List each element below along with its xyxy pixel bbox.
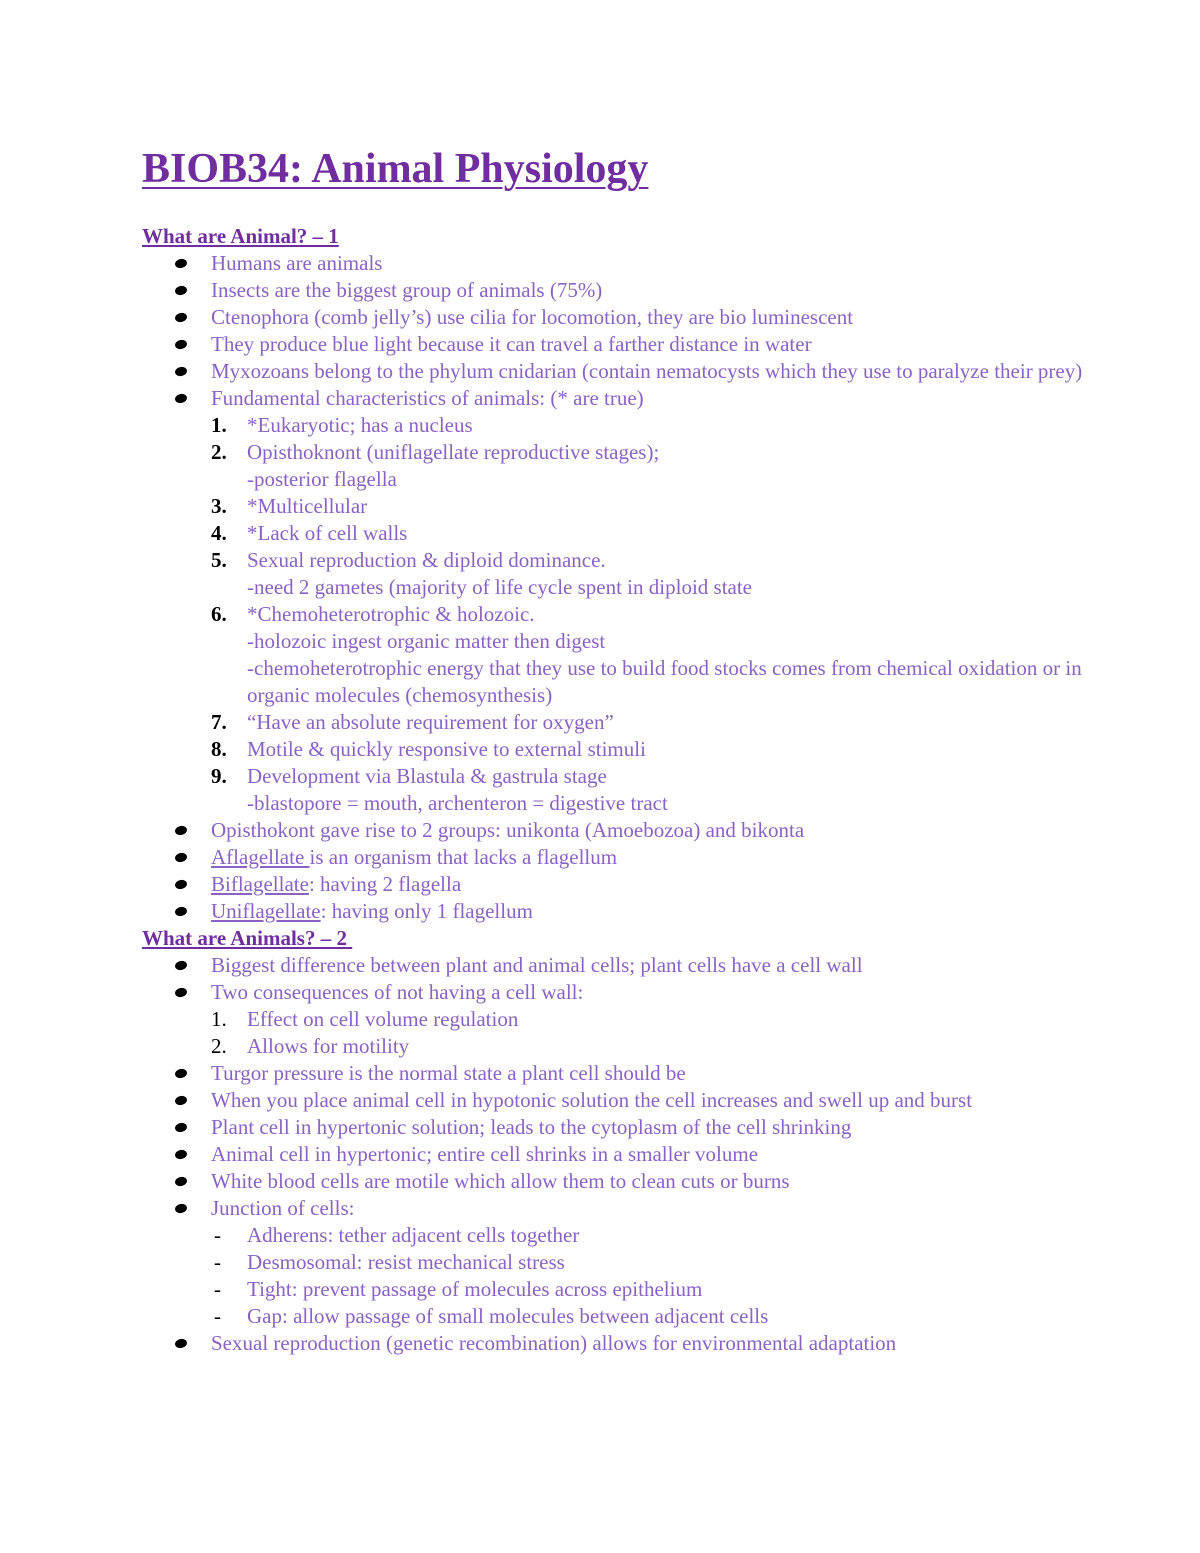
bullet-item — [142, 952, 1102, 979]
numbered-item — [142, 1033, 1102, 1060]
document-page — [142, 145, 1102, 1357]
item-text: Adherens: tether adjacent cells together — [247, 1223, 580, 1247]
bullet-item — [142, 871, 1102, 898]
item-number: 4. — [211, 521, 227, 545]
bullet-item — [142, 1114, 1102, 1141]
numbered-item — [142, 763, 1102, 817]
section-heading-2: What are Animals? – 2 — [142, 926, 353, 950]
bullet-icon — [174, 366, 188, 377]
item-text: *Multicellular — [247, 494, 368, 518]
item-number: 1. — [211, 1007, 227, 1031]
item-text: Gap: allow passage of small molecules between adjacent cells — [247, 1304, 769, 1328]
bullet-text: Turgor pressure is the normal state a plant cell should be — [211, 1061, 686, 1085]
bullet-item — [142, 1141, 1102, 1168]
bullet-icon — [174, 852, 188, 863]
bullet-text: Plant cell in hypertonic solution; leads to the cytoplasm of the cell shrinking — [211, 1115, 852, 1139]
section-1-bullet-list — [142, 250, 1102, 412]
consequences-list — [142, 1006, 1102, 1060]
term-biflagellate: Biflagellate — [211, 872, 309, 896]
item-subnote: -blastopore = mouth, archenteron = digestive tract — [247, 791, 668, 815]
bullet-item — [142, 1060, 1102, 1087]
bullet-icon — [174, 339, 188, 350]
item-text: Tight: prevent passage of molecules across epithelium — [247, 1277, 703, 1301]
dash-item — [142, 1249, 1102, 1276]
numbered-item — [142, 520, 1102, 547]
term-uniflagellate: Uniflagellate — [211, 899, 321, 923]
bullet-item — [142, 898, 1102, 925]
bullet-item — [142, 250, 1102, 277]
document-title: BIOB34: Animal Physiology — [142, 146, 649, 192]
bullet-item — [142, 277, 1102, 304]
item-subnote: -need 2 gametes (majority of life cycle spent in diploid state — [247, 575, 753, 599]
bullet-icon — [174, 1095, 188, 1106]
bullet-icon — [174, 312, 188, 323]
bullet-item — [142, 385, 1102, 412]
bullet-text: : having only 1 flagellum — [320, 899, 533, 923]
bullet-item — [142, 1168, 1102, 1195]
dash-marker: - — [214, 1250, 221, 1274]
item-text: *Lack of cell walls — [247, 521, 408, 545]
bullet-icon — [174, 1068, 188, 1079]
bullet-text: Fundamental characteristics of animals: (* are true) — [211, 386, 644, 410]
item-text: “Have an absolute requirement for oxygen” — [247, 710, 614, 734]
bullet-item — [142, 979, 1102, 1006]
item-text: Effect on cell volume regulation — [247, 1007, 519, 1031]
section-1-bullet-list-2 — [142, 817, 1102, 925]
item-number: 8. — [211, 737, 227, 761]
bullet-text: They produce blue light because it can travel a farther distance in water — [211, 332, 812, 356]
bullet-item — [142, 1195, 1102, 1222]
item-text: Opisthoknont (uniflagellate reproductive stages); — [247, 440, 660, 464]
section-2-bullet-list-3 — [142, 1330, 1102, 1357]
bullet-icon — [174, 1176, 188, 1187]
item-number: 5. — [211, 548, 227, 572]
item-text: Desmosomal: resist mechanical stress — [247, 1250, 565, 1274]
dash-item — [142, 1222, 1102, 1249]
bullet-text: Ctenophora (comb jelly’s) use cilia for locomotion, they are bio luminescent — [211, 305, 854, 329]
section-2-bullet-list-2 — [142, 1060, 1102, 1222]
bullet-item — [142, 358, 1102, 385]
bullet-text: White blood cells are motile which allow them to clean cuts or burns — [211, 1169, 790, 1193]
item-subnote: -chemoheterotrophic energy that they use to build food stocks comes from chemical oxidation or in organic molecules (chemosynthesis) — [247, 656, 1082, 707]
bullet-item — [142, 304, 1102, 331]
bullet-text: Two consequences of not having a cell wall: — [211, 980, 584, 1004]
bullet-icon — [174, 393, 188, 404]
bullet-icon — [174, 906, 188, 917]
bullet-item — [142, 817, 1102, 844]
bullet-icon — [174, 285, 188, 296]
item-number: 2. — [211, 1034, 227, 1058]
bullet-icon — [174, 879, 188, 890]
dash-marker: - — [214, 1277, 221, 1301]
bullet-text: is an organism that lacks a flagellum — [309, 845, 618, 869]
dash-marker: - — [214, 1223, 221, 1247]
numbered-item — [142, 709, 1102, 736]
section-heading-1: What are Animal? – 1 — [142, 224, 339, 248]
bullet-text: : having 2 flagella — [308, 872, 462, 896]
bullet-icon — [174, 987, 188, 998]
bullet-icon — [174, 1338, 188, 1349]
item-number: 7. — [211, 710, 227, 734]
item-number: 6. — [211, 602, 227, 626]
numbered-item — [142, 601, 1102, 709]
bullet-text: Sexual reproduction (genetic recombination) allows for environmental adaptation — [211, 1331, 897, 1355]
term-aflagellate: Aflagellate — [211, 845, 310, 869]
junctions-list — [142, 1222, 1102, 1330]
bullet-text: Junction of cells: — [211, 1196, 355, 1220]
bullet-text: Myxozoans belong to the phylum cnidarian (contain nematocysts which they use to paralyze their prey) — [211, 359, 1083, 383]
bullet-icon — [174, 960, 188, 971]
dash-item — [142, 1303, 1102, 1330]
bullet-text: Insects are the biggest group of animals (75%) — [211, 278, 603, 302]
item-text: Sexual reproduction & diploid dominance. — [247, 548, 606, 572]
bullet-item — [142, 331, 1102, 358]
numbered-item — [142, 439, 1102, 493]
item-text: Allows for motility — [247, 1034, 410, 1058]
bullet-text: Opisthokont gave rise to 2 groups: unikonta (Amoebozoa) and bikonta — [211, 818, 805, 842]
item-text: *Chemoheterotrophic & holozoic. — [247, 602, 535, 626]
item-text: Development via Blastula & gastrula stage — [247, 764, 607, 788]
bullet-icon — [174, 1203, 188, 1214]
bullet-item — [142, 1087, 1102, 1114]
bullet-item — [142, 844, 1102, 871]
bullet-text: Biggest difference between plant and animal cells; plant cells have a cell wall — [211, 953, 863, 977]
numbered-item — [142, 412, 1102, 439]
item-text: Motile & quickly responsive to external stimuli — [247, 737, 646, 761]
bullet-text: When you place animal cell in hypotonic solution the cell increases and swell up and burst — [211, 1088, 973, 1112]
dash-marker: - — [214, 1304, 221, 1328]
item-subnote: -posterior flagella — [247, 467, 397, 491]
numbered-item — [142, 736, 1102, 763]
numbered-item — [142, 1006, 1102, 1033]
bullet-icon — [174, 825, 188, 836]
item-text: *Eukaryotic; has a nucleus — [247, 413, 473, 437]
bullet-item — [142, 1330, 1102, 1357]
item-number: 1. — [211, 413, 227, 437]
bullet-icon — [174, 1122, 188, 1133]
item-number: 2. — [211, 440, 227, 464]
numbered-item — [142, 547, 1102, 601]
dash-item — [142, 1276, 1102, 1303]
numbered-item — [142, 493, 1102, 520]
characteristics-list — [142, 412, 1102, 817]
bullet-icon — [174, 1149, 188, 1160]
bullet-text: Animal cell in hypertonic; entire cell shrinks in a smaller volume — [211, 1142, 759, 1166]
item-number: 3. — [211, 494, 227, 518]
bullet-text: Humans are animals — [211, 251, 383, 275]
item-number: 9. — [211, 764, 227, 788]
section-2-bullet-list — [142, 952, 1102, 1006]
bullet-icon — [174, 258, 188, 269]
item-subnote: -holozoic ingest organic matter then digest — [247, 629, 606, 653]
